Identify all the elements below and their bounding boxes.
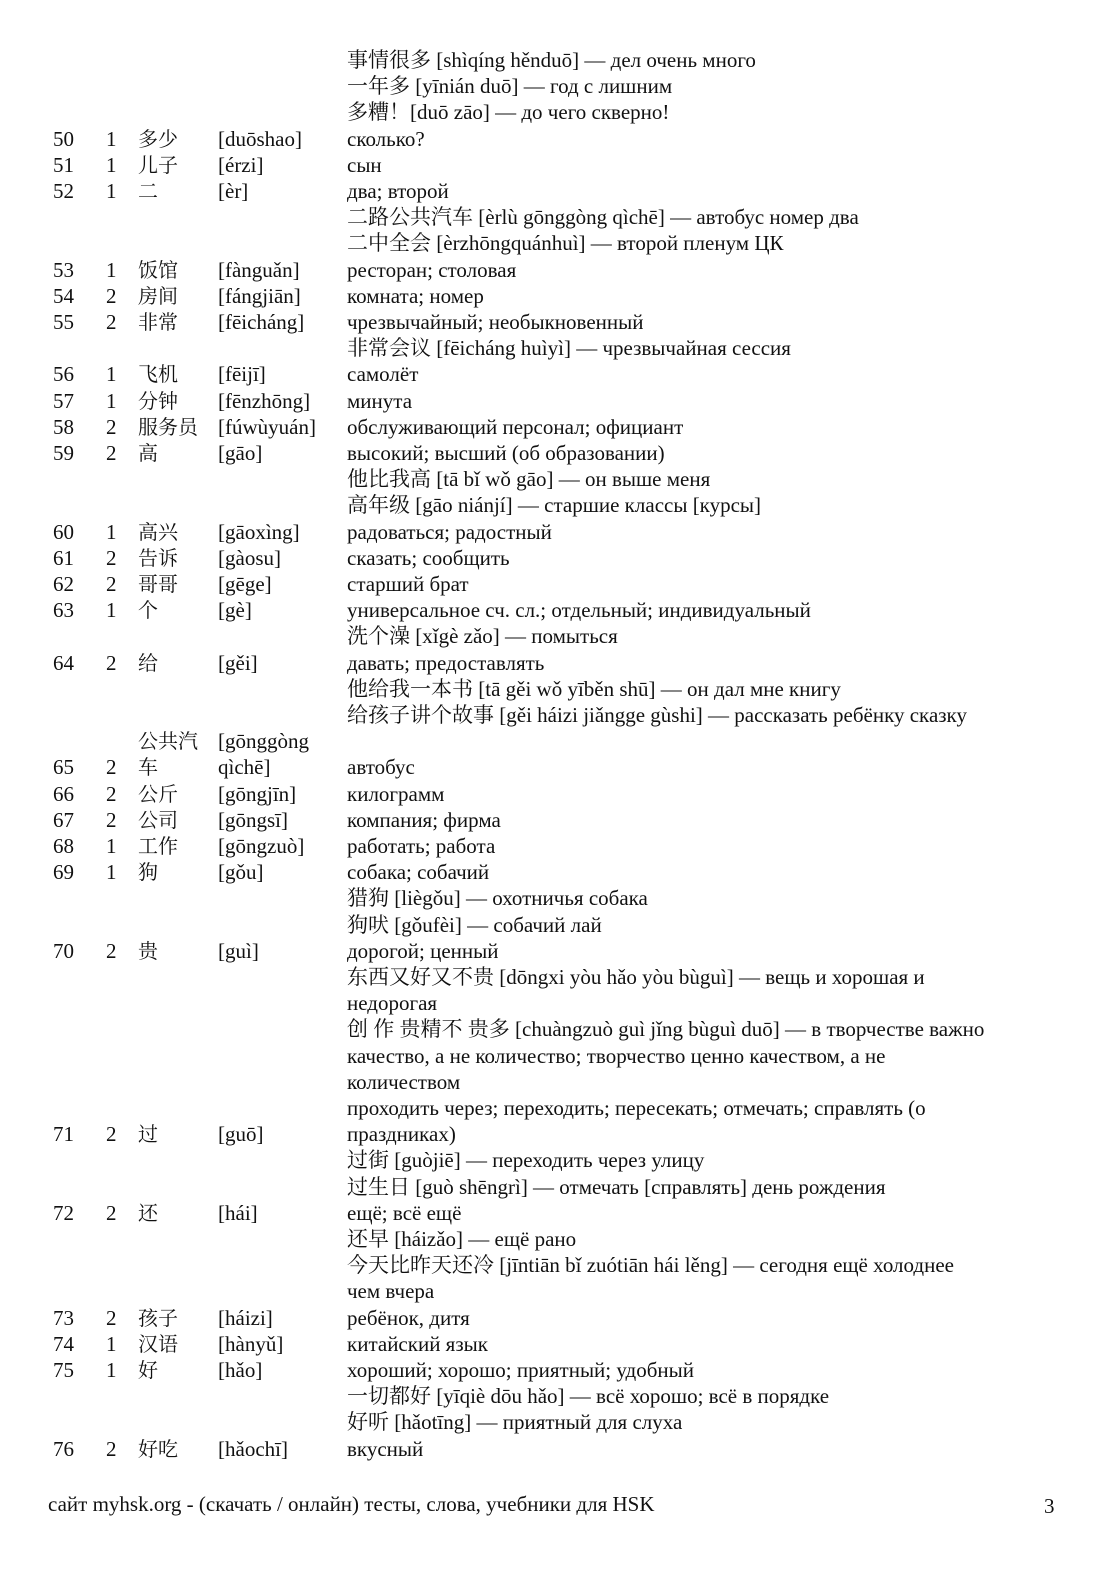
hsk-level: 1 (106, 257, 117, 282)
example: 狗吠 [gǒufèi] — собачий лай (347, 912, 602, 937)
pinyin: [fēnzhōng] (218, 388, 311, 413)
example: 二中全会 [èrzhōngquánhuì] — второй пленум ЦК (347, 231, 784, 256)
translation: работать; работа (347, 834, 496, 858)
entry-example-line (0, 676, 1108, 702)
entry-main-line (0, 859, 1108, 885)
example: 高年级 [gāo niánjí] — старшие классы [курсы] (347, 493, 762, 518)
hsk-level: 2 (106, 650, 117, 675)
hanzi: 给 (138, 650, 158, 675)
entry-example-line (0, 1174, 1108, 1200)
entry-main-line (0, 309, 1108, 335)
entry-main-line (0, 1121, 1108, 1147)
hsk-level: 1 (106, 834, 117, 858)
example: 还早 [háizǎo] — ещё рано (347, 1227, 577, 1251)
translation: собака; собачий (347, 860, 490, 885)
entry-example-line (0, 1383, 1108, 1409)
hsk-level: 2 (106, 572, 117, 596)
example: 过街 [guòjiē] — переходить через улицу (347, 1148, 705, 1173)
entry-example-line (0, 466, 1108, 492)
pinyin: [gěi] (218, 650, 258, 675)
translation: ребёнок, дитя (347, 1305, 470, 1330)
entry-example-line (0, 99, 1108, 125)
translation: сын (347, 152, 382, 177)
translation: дорогой; ценный (347, 938, 499, 963)
example: 给孩子讲个故事 [gěi háizi jiǎngge gùshi] — рассказать ребёнку сказку (347, 703, 967, 727)
pinyin: [fúwùyuán] (218, 414, 316, 439)
entry-number: 70 (53, 938, 74, 963)
entry-number: 75 (53, 1358, 74, 1382)
hsk-level: 1 (106, 1331, 117, 1356)
pinyin: [gāo] (218, 441, 263, 465)
pinyin: [fángjiān] (218, 283, 301, 308)
entry-number: 56 (53, 362, 74, 387)
pinyin: [gàosu] (218, 545, 281, 570)
entry-example-line (0, 912, 1108, 938)
entry-main-line (0, 781, 1108, 807)
hanzi: 好 (138, 1358, 158, 1382)
entry-main-line (0, 571, 1108, 597)
translation: два; второй (347, 179, 449, 203)
entry-main-line (0, 938, 1108, 964)
entry-example-line (0, 1226, 1108, 1252)
example: недорогая (347, 991, 438, 1016)
entry-number: 66 (53, 781, 74, 806)
entry-main-line (0, 1200, 1108, 1226)
entry-main-line (0, 178, 1108, 204)
pinyin: [gè] (218, 598, 252, 623)
entry-number: 54 (53, 283, 74, 308)
pinyin: [hái] (218, 1200, 258, 1225)
example: количеством (347, 1069, 461, 1094)
entry-number: 69 (53, 860, 74, 885)
pinyin: [érzi] (218, 152, 264, 177)
example: 他比我高 [tā bǐ wǒ gāo] — он выше меня (347, 467, 711, 492)
entry-example-line (0, 964, 1108, 990)
hanzi: 公司 (138, 807, 178, 832)
entry-number: 51 (53, 152, 74, 177)
entry-number: 64 (53, 650, 74, 675)
hanzi: 饭馆 (138, 257, 178, 282)
entry-main-line (0, 1436, 1108, 1462)
entry-example-line (0, 1069, 1108, 1095)
hsk-level: 1 (106, 179, 117, 203)
hanzi: 多少 (138, 126, 178, 151)
pinyin: [duōshao] (218, 126, 302, 151)
hsk-level: 1 (106, 362, 117, 387)
translation: китайский язык (347, 1331, 488, 1356)
pinyin: [fēicháng] (218, 310, 305, 334)
page-number: 3 (1044, 1494, 1055, 1518)
hsk-level: 1 (106, 388, 117, 413)
entry-example-line (0, 492, 1108, 518)
hanzi: 车 (138, 755, 158, 780)
example: качество, а не количество; творчество ценно качеством, а не (347, 1043, 886, 1068)
entry-main-line (0, 152, 1108, 178)
translation: минута (347, 388, 413, 413)
hanzi: 高 (138, 441, 158, 465)
hanzi: 好吃 (138, 1436, 178, 1461)
hanzi: 飞机 (138, 362, 178, 387)
translation: чрезвычайный; необыкновенный (347, 310, 644, 334)
entry-number: 74 (53, 1331, 74, 1356)
example: 一年多 [yīnián duō] — год с лишним (347, 74, 673, 99)
example: 洗个澡 [xǐgè zǎo] — помыться (347, 624, 618, 649)
entry-main-line (0, 1357, 1108, 1383)
pinyin: [fànguǎn] (218, 257, 300, 282)
hsk-level: 1 (106, 1358, 117, 1382)
example: 过生日 [guò shēngrì] — отмечать [справлять] день рождения (347, 1174, 886, 1199)
hanzi: 非常 (138, 310, 178, 334)
hsk-level: 1 (106, 598, 117, 623)
entry-number: 63 (53, 598, 74, 623)
entry-number: 59 (53, 441, 74, 465)
pinyin: [hǎochī] (218, 1436, 288, 1461)
hanzi: 哥哥 (138, 572, 178, 596)
hsk-level: 2 (106, 1200, 117, 1225)
hsk-level: 2 (106, 938, 117, 963)
footer-text: сайт myhsk.org - (скачать / онлайн) тесты, слова, учебники для HSK (48, 1492, 655, 1516)
entry-example-line (0, 1252, 1108, 1278)
hanzi: 服务员 (138, 414, 198, 439)
entry-main-line (0, 728, 1108, 754)
hanzi: 分钟 (138, 388, 178, 413)
entry-number: 52 (53, 179, 74, 203)
translation: давать; предоставлять (347, 650, 545, 675)
entry-main-line (0, 754, 1108, 780)
pinyin: [gōngsī] (218, 807, 288, 832)
entry-number: 58 (53, 414, 74, 439)
pinyin: [gǒu] (218, 860, 264, 885)
translation: ещё; всё ещё (347, 1200, 462, 1225)
hanzi: 房间 (138, 283, 178, 308)
entry-number: 73 (53, 1305, 74, 1330)
hsk-level: 2 (106, 310, 117, 334)
translation: автобус (347, 755, 415, 780)
hanzi: 工作 (138, 834, 178, 858)
entry-main-line (0, 414, 1108, 440)
entry-example-line (0, 204, 1108, 230)
entry-number: 61 (53, 545, 74, 570)
entry-main-line (0, 519, 1108, 545)
hsk-level: 2 (106, 781, 117, 806)
example: 非常会议 [fēicháng huìyì] — чрезвычайная сессия (347, 336, 791, 361)
entry-example-line (0, 1016, 1108, 1042)
translation: килограмм (347, 781, 445, 806)
translation: комната; номер (347, 283, 484, 308)
translation: сказать; сообщить (347, 545, 510, 570)
hsk-level: 1 (106, 126, 117, 151)
hanzi: 还 (138, 1200, 158, 1225)
entry-number: 53 (53, 257, 74, 282)
hsk-level: 2 (106, 441, 117, 465)
entry-number: 68 (53, 834, 74, 858)
hsk-level: 1 (106, 519, 117, 544)
hanzi: 告诉 (138, 545, 178, 570)
pinyin: [hànyǔ] (218, 1331, 284, 1356)
hsk-level: 2 (106, 755, 117, 780)
pinyin: [fēijī] (218, 362, 266, 387)
hsk-level: 2 (106, 545, 117, 570)
entry-example-line (0, 623, 1108, 649)
pinyin: [guì] (218, 938, 259, 963)
example: 二路公共汽车 [èrlù gōnggòng qìchē] — автобус номер два (347, 205, 859, 230)
pinyin: [hǎo] (218, 1358, 263, 1382)
entry-number: 67 (53, 807, 74, 832)
entry-main-line (0, 1305, 1108, 1331)
example: 好听 [hǎotīng] — приятный для слуха (347, 1410, 683, 1435)
entry-example-line (0, 230, 1108, 256)
pinyin: [gēge] (218, 572, 272, 596)
entry-main-line (0, 597, 1108, 623)
example: 东西又好又不贵 [dōngxi yòu hǎo yòu bùguì] — вещь и хорошая и (347, 965, 925, 989)
translation: сколько? (347, 126, 425, 151)
hanzi: 二 (138, 179, 158, 203)
hsk-level: 2 (106, 1305, 117, 1330)
entry-main-line (0, 283, 1108, 309)
example: 多糟！[duō zāo] — до чего скверно! (347, 100, 670, 125)
entry-example-line (0, 990, 1108, 1016)
hanzi: 公斤 (138, 781, 178, 806)
translation: старший брат (347, 572, 469, 596)
hsk-level: 2 (106, 807, 117, 832)
hsk-level: 1 (106, 152, 117, 177)
translation: обслуживающий персонал; официант (347, 414, 684, 439)
entry-example-line (0, 1043, 1108, 1069)
entry-example-line (0, 1095, 1108, 1121)
entry-number: 65 (53, 755, 74, 780)
entry-main-line (0, 1331, 1108, 1357)
pinyin: [èr] (218, 179, 249, 203)
example: 一切都好 [yīqiè dōu hǎo] — всё хорошо; всё в порядке (347, 1384, 830, 1409)
hsk-level: 2 (106, 283, 117, 308)
entry-main-line (0, 47, 1108, 73)
entry-number: 71 (53, 1122, 74, 1147)
entry-main-line (0, 388, 1108, 414)
hsk-level: 2 (106, 1436, 117, 1461)
entry-example-line (0, 73, 1108, 99)
hanzi: 个 (138, 598, 158, 623)
entry-number: 55 (53, 310, 74, 334)
entry-number: 72 (53, 1200, 74, 1225)
translation: высокий; высший (об образовании) (347, 441, 665, 465)
example: проходить через; переходить; пересекать; отмечать; справлять (о (347, 1096, 926, 1120)
entry-number: 60 (53, 519, 74, 544)
entry-main-line (0, 833, 1108, 859)
pinyin: [gōngjīn] (218, 781, 297, 806)
pinyin: [gōnggòng (218, 729, 309, 754)
entry-main-line (0, 257, 1108, 283)
pinyin: [gōngzuò] (218, 834, 305, 858)
entry-number: 76 (53, 1436, 74, 1461)
example: 他给我一本书 [tā gěi wǒ yīběn shū] — он дал мне книгу (347, 676, 841, 701)
hanzi: 过 (138, 1122, 158, 1147)
translation: самолёт (347, 362, 419, 387)
entry-main-line (0, 650, 1108, 676)
entry-main-line (0, 545, 1108, 571)
translation: компания; фирма (347, 807, 501, 832)
entry-main-line (0, 361, 1108, 387)
hanzi: 儿子 (138, 152, 178, 177)
translation: 事情很多 [shìqíng hěnduō] — дел очень много (347, 48, 756, 72)
translation: ресторан; столовая (347, 257, 517, 282)
pinyin: [gāoxìng] (218, 519, 300, 544)
entry-example-line (0, 1278, 1108, 1304)
translation: праздниках) (347, 1122, 456, 1147)
hanzi: 贵 (138, 938, 158, 963)
pinyin: [guō] (218, 1122, 264, 1147)
pinyin: qìchē] (218, 755, 271, 780)
hsk-level: 1 (106, 860, 117, 885)
translation: универсальное сч. сл.; отдельный; индивидуальный (347, 598, 811, 623)
entry-number: 62 (53, 572, 74, 596)
entry-number: 57 (53, 388, 74, 413)
translation: хороший; хорошо; приятный; удобный (347, 1358, 695, 1382)
example: 猎狗 [liègǒu] — охотничья собака (347, 886, 648, 911)
entry-main-line (0, 807, 1108, 833)
entry-main-line (0, 126, 1108, 152)
entry-example-line (0, 885, 1108, 911)
entry-number: 50 (53, 126, 74, 151)
hanzi: 汉语 (138, 1331, 178, 1356)
example: 创 作 贵精不 贵多 [chuàngzuò guì jǐng bùguì duō] — в творчестве важно (347, 1017, 985, 1042)
entry-example-line (0, 335, 1108, 361)
entry-example-line (0, 1409, 1108, 1435)
hanzi: 公共汽 (138, 729, 198, 754)
example: чем вчера (347, 1279, 435, 1304)
hsk-level: 2 (106, 1122, 117, 1147)
hanzi: 孩子 (138, 1305, 178, 1330)
entry-example-line (0, 702, 1108, 728)
translation: вкусный (347, 1436, 424, 1461)
translation: радоваться; радостный (347, 519, 552, 544)
entry-example-line (0, 1147, 1108, 1173)
pinyin: [háizi] (218, 1305, 273, 1330)
hanzi: 高兴 (138, 519, 178, 544)
entry-main-line (0, 440, 1108, 466)
hsk-level: 2 (106, 414, 117, 439)
example: 今天比昨天还冷 [jīntiān bǐ zuótiān hái lěng] — сегодня ещё холоднее (347, 1253, 954, 1278)
hanzi: 狗 (138, 860, 158, 885)
